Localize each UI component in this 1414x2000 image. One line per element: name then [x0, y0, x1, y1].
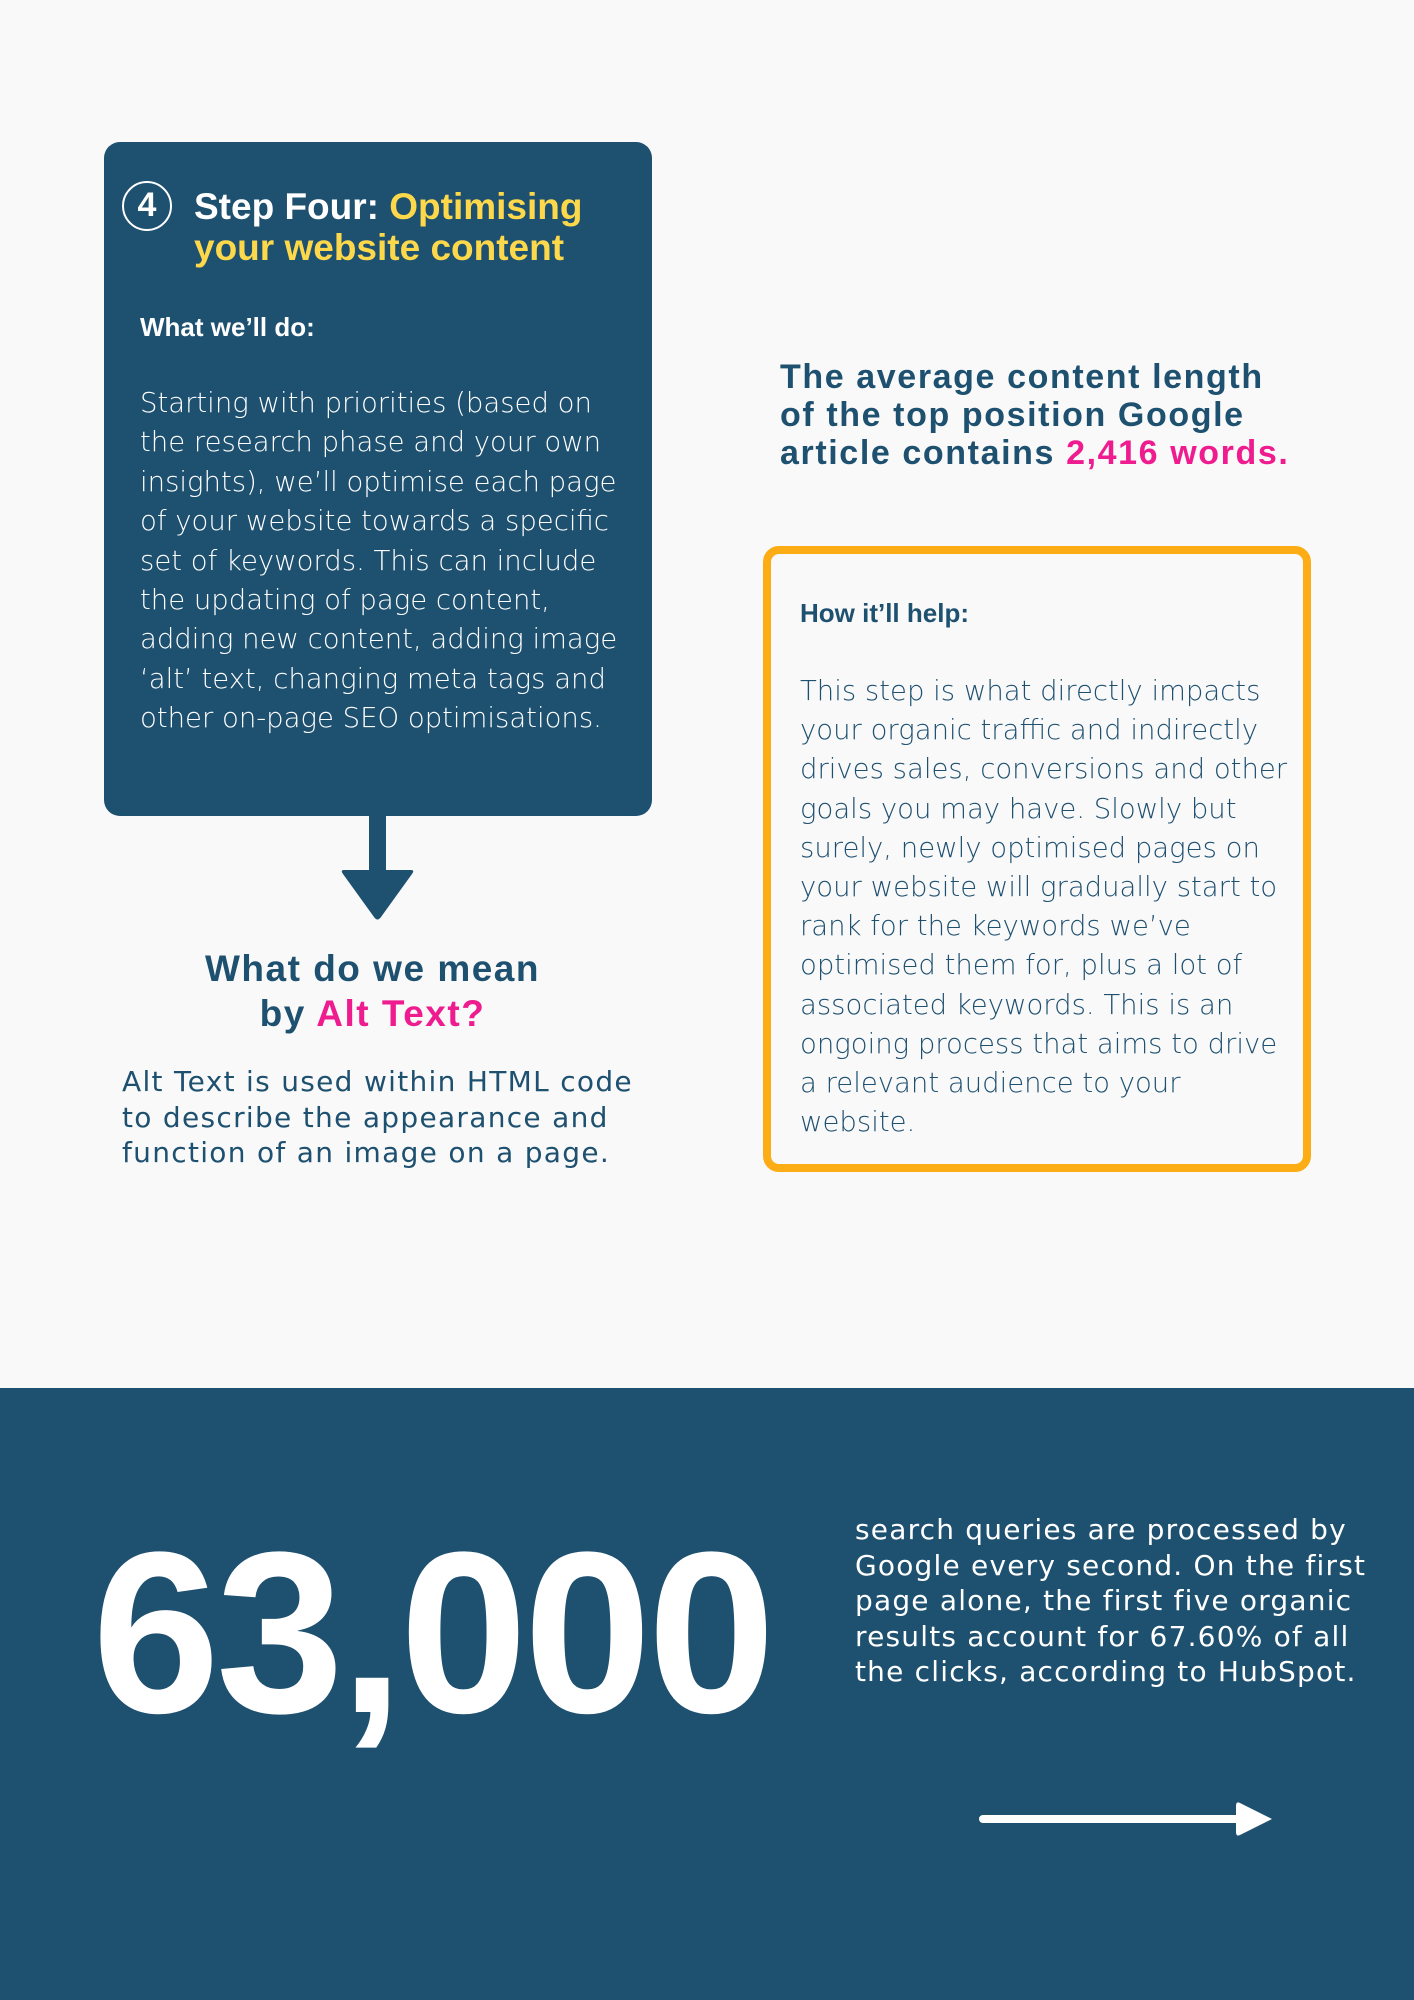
step-subhead: What we’ll do:	[140, 312, 315, 342]
help-body: This step is what directly impacts your organic traffic and indirectly drives sales, conversions and other goals you may have. Slowly but surely, newly optimised pages on your website will gradually start to rank for the keywords we’ve optimised them for, plus a lot of associated keywords. This is an ongoing process that aims to drive a relevant audience to your website.	[800, 675, 1288, 1139]
step-title-highlight: Optimising your website content	[194, 186, 583, 268]
help-box	[763, 546, 1311, 1172]
step-card	[104, 142, 652, 816]
stat-highlight: 2,416 words.	[1066, 434, 1290, 472]
step-title	[194, 186, 634, 268]
step-number-badge: 4	[122, 181, 172, 231]
alt-text-heading-highlight: Alt Text?	[316, 993, 486, 1034]
alt-text-heading-line1: What do we mean	[205, 948, 540, 989]
stat-banner	[0, 1388, 1414, 2000]
help-subhead: How it’ll help:	[800, 598, 969, 628]
banner-text: search queries are processed by Google every second. On the first page alone, the first five organic results account for 67.60% of all the clicks, according to HubSpot.	[855, 1513, 1367, 1688]
step-title-prefix: Step Four:	[194, 186, 390, 227]
alt-text-body: Alt Text is used within HTML code to describe the appearance and function of an image on a page.	[122, 1065, 633, 1169]
step-body: Starting with priorities (based on the research phase and your own insights), we’ll optimise each page of your website towards a specific set of keywords. This can include the updating of page content, adding new content, adding image ‘alt’ text, changing meta tags and other on-page SEO optimisations.	[140, 387, 618, 735]
big-number: 63,000	[92, 1504, 772, 1761]
alt-text-heading-by: by	[259, 993, 317, 1034]
alt-text-heading	[120, 946, 625, 1036]
arrow-down-icon	[340, 816, 415, 921]
content-length-stat	[780, 358, 1300, 472]
stat-text: The average content length of the top position Google article contains	[780, 358, 1264, 472]
arrow-right-icon	[978, 1799, 1278, 1839]
